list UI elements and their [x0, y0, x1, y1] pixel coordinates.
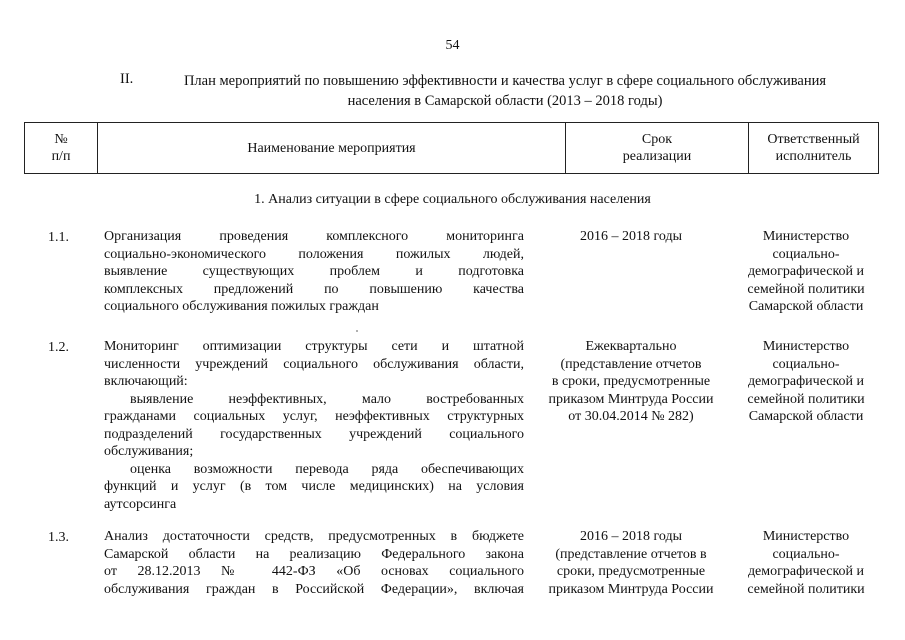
row-number: 1.3.: [48, 530, 69, 545]
description-line: численности учреждений социального обслуживания области,: [104, 356, 524, 372]
responsible-line: семейной политики: [747, 581, 865, 597]
section-title-line: населения в Самарской области (2013 – 2018 годы): [347, 93, 663, 109]
term-line: Ежеквартально: [585, 339, 677, 354]
description-line: Самарской области на реализацию Федерального закона: [104, 546, 524, 562]
header-responsible-label: исполнитель: [775, 149, 852, 164]
description-line: оценка возможности перевода ряда обеспечивающих: [130, 461, 524, 477]
responsible-line: демографической и: [747, 564, 865, 579]
responsible-line: Министерство: [762, 229, 850, 244]
responsible-line: Самарской области: [748, 299, 864, 314]
subsection-title: 1. Анализ ситуации в сфере социального обслуживания населения: [254, 192, 651, 207]
row-description: [104, 228, 524, 316]
row-term: [536, 528, 726, 598]
header-responsible-label: Ответственный: [767, 132, 860, 147]
responsible-line: семейной политики: [747, 391, 865, 407]
row-responsible: [736, 228, 876, 316]
term-line: (представление отчетов: [560, 356, 702, 372]
table-header: [24, 122, 879, 174]
row-responsible: [736, 338, 876, 426]
header-responsible-cell: [749, 123, 878, 173]
row-responsible: [736, 528, 876, 598]
description-line: от 28.12.2013 № 442-ФЗ «Об основах социального: [104, 564, 524, 579]
term-line: от 30.04.2014 № 282): [568, 409, 694, 424]
scan-speck: [356, 330, 358, 332]
row-term: [536, 228, 726, 246]
description-line: обслуживания граждан в Российской Федерации», включая: [104, 581, 524, 597]
responsible-line: социально-: [772, 546, 840, 562]
term-line: приказом Минтруда России: [548, 581, 714, 597]
header-name-cell: [98, 123, 565, 173]
row-number: 1.2.: [48, 340, 69, 355]
term-line: приказом Минтруда России: [548, 391, 714, 407]
responsible-line: социально-: [772, 356, 840, 372]
term-line: сроки, предусмотренные: [556, 564, 706, 579]
row-term: [536, 338, 726, 426]
row-number: 1.1.: [48, 230, 69, 245]
header-term-cell: [566, 123, 748, 173]
responsible-line: Самарской области: [748, 409, 864, 424]
description-line: выявление существующих проблем и подготовка: [104, 264, 524, 279]
description-line: выявление неэффективных, мало востребованных: [130, 391, 524, 407]
description-line: Анализ достаточности средств, предусмотренных в бюджете: [104, 529, 524, 544]
description-line: включающий:: [104, 374, 188, 389]
responsible-line: демографической и: [747, 264, 865, 279]
description-line: Организация проведения комплексного мониторинга: [104, 229, 524, 244]
row-description: [104, 338, 524, 513]
term-line: 2016 – 2018 годы: [579, 529, 683, 544]
description-line: подразделений государственных учреждений социального: [104, 426, 524, 442]
header-number-label: №: [54, 132, 68, 147]
page-number: 54: [445, 38, 460, 53]
description-line: Мониторинг оптимизации структуры сети и штатной: [104, 339, 524, 354]
section-title-line: План мероприятий по повышению эффективности и качества услуг в сфере социального обслуживания: [183, 73, 827, 89]
term-line: (представление отчетов в: [555, 546, 707, 562]
header-term-label: Срок: [641, 132, 673, 147]
description-line: гражданами социальных услуг, неэффективных структурных: [104, 409, 524, 424]
responsible-line: демографической и: [747, 374, 865, 389]
description-line: обслуживания;: [104, 444, 194, 459]
responsible-line: Министерство: [762, 529, 850, 544]
responsible-line: Министерство: [762, 339, 850, 354]
description-line: аутсорсинга: [104, 496, 177, 512]
responsible-line: семейной политики: [747, 281, 865, 297]
term-line: 2016 – 2018 годы: [579, 229, 683, 244]
term-line: в сроки, предусмотренные: [551, 374, 711, 389]
responsible-line: социально-: [772, 246, 840, 262]
description-line: комплексных предложений по повышению качества: [104, 281, 524, 297]
header-term-label: реализации: [622, 149, 692, 164]
header-name-label: Наименование мероприятия: [247, 140, 416, 156]
section-number: II.: [120, 71, 134, 87]
description-line: социального обслуживания пожилых граждан: [104, 299, 379, 314]
description-line: функций и услуг (в том числе медицинских) на условия: [104, 479, 524, 494]
section-title: [160, 71, 850, 111]
header-number-cell: [25, 123, 97, 173]
row-description: [104, 528, 524, 598]
header-number-label: п/п: [51, 149, 71, 164]
description-line: социально-экономического положения пожилых людей,: [104, 246, 524, 262]
